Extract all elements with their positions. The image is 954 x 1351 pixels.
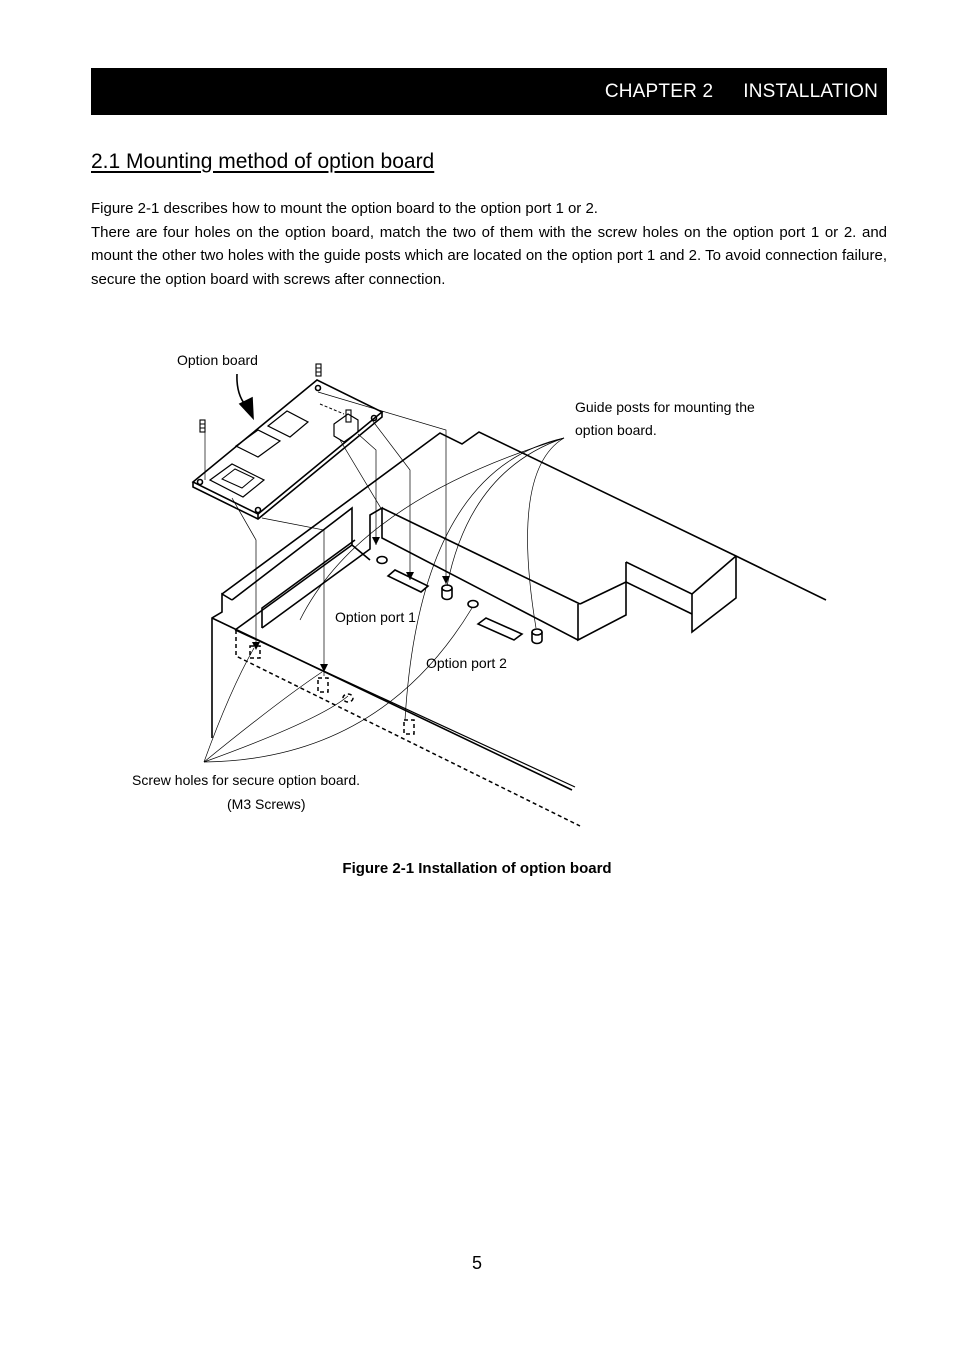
option-board-arrow: [237, 374, 253, 418]
figure-caption: Figure 2-1 Installation of option board: [342, 860, 612, 877]
body-text: [91, 197, 887, 291]
label-guide-posts-line2: option board.: [575, 422, 657, 438]
chapter-header-bar: [91, 68, 887, 115]
housing-outline: [212, 432, 826, 790]
label-option-board: Option board: [177, 352, 258, 368]
screw-icons: [200, 364, 351, 432]
label-screw-holes-line2: (M3 Screws): [227, 796, 306, 812]
paragraph-intro: Figure 2-1 describes how to mount the option board to the option port 1 or 2.: [91, 200, 598, 217]
label-screw-holes-line1: Screw holes for secure option board.: [132, 772, 361, 788]
chapter-title: INSTALLATION: [743, 80, 878, 102]
paragraph-holes: There are four holes on the option board, match the two of them with the screw holes on the option port 1 or 2. and mount the other two holes with the guide posts which are located on the option port 1 and 2. To avoid connection failure, secure the option board with screws after connection.: [91, 223, 887, 288]
page-number: 5: [471, 1253, 482, 1273]
installation-figure: [0, 330, 954, 850]
label-option-port-1: Option port 1: [335, 609, 416, 625]
label-option-port-2: Option port 2: [426, 655, 507, 671]
chapter-number: CHAPTER 2: [604, 80, 714, 102]
option-board-drawing: [193, 380, 382, 519]
option-port-slots: [377, 557, 542, 644]
label-guide-posts-line1: Guide posts for mounting the: [575, 399, 755, 415]
section-title: 2.1 Mounting method of option board: [91, 150, 435, 173]
